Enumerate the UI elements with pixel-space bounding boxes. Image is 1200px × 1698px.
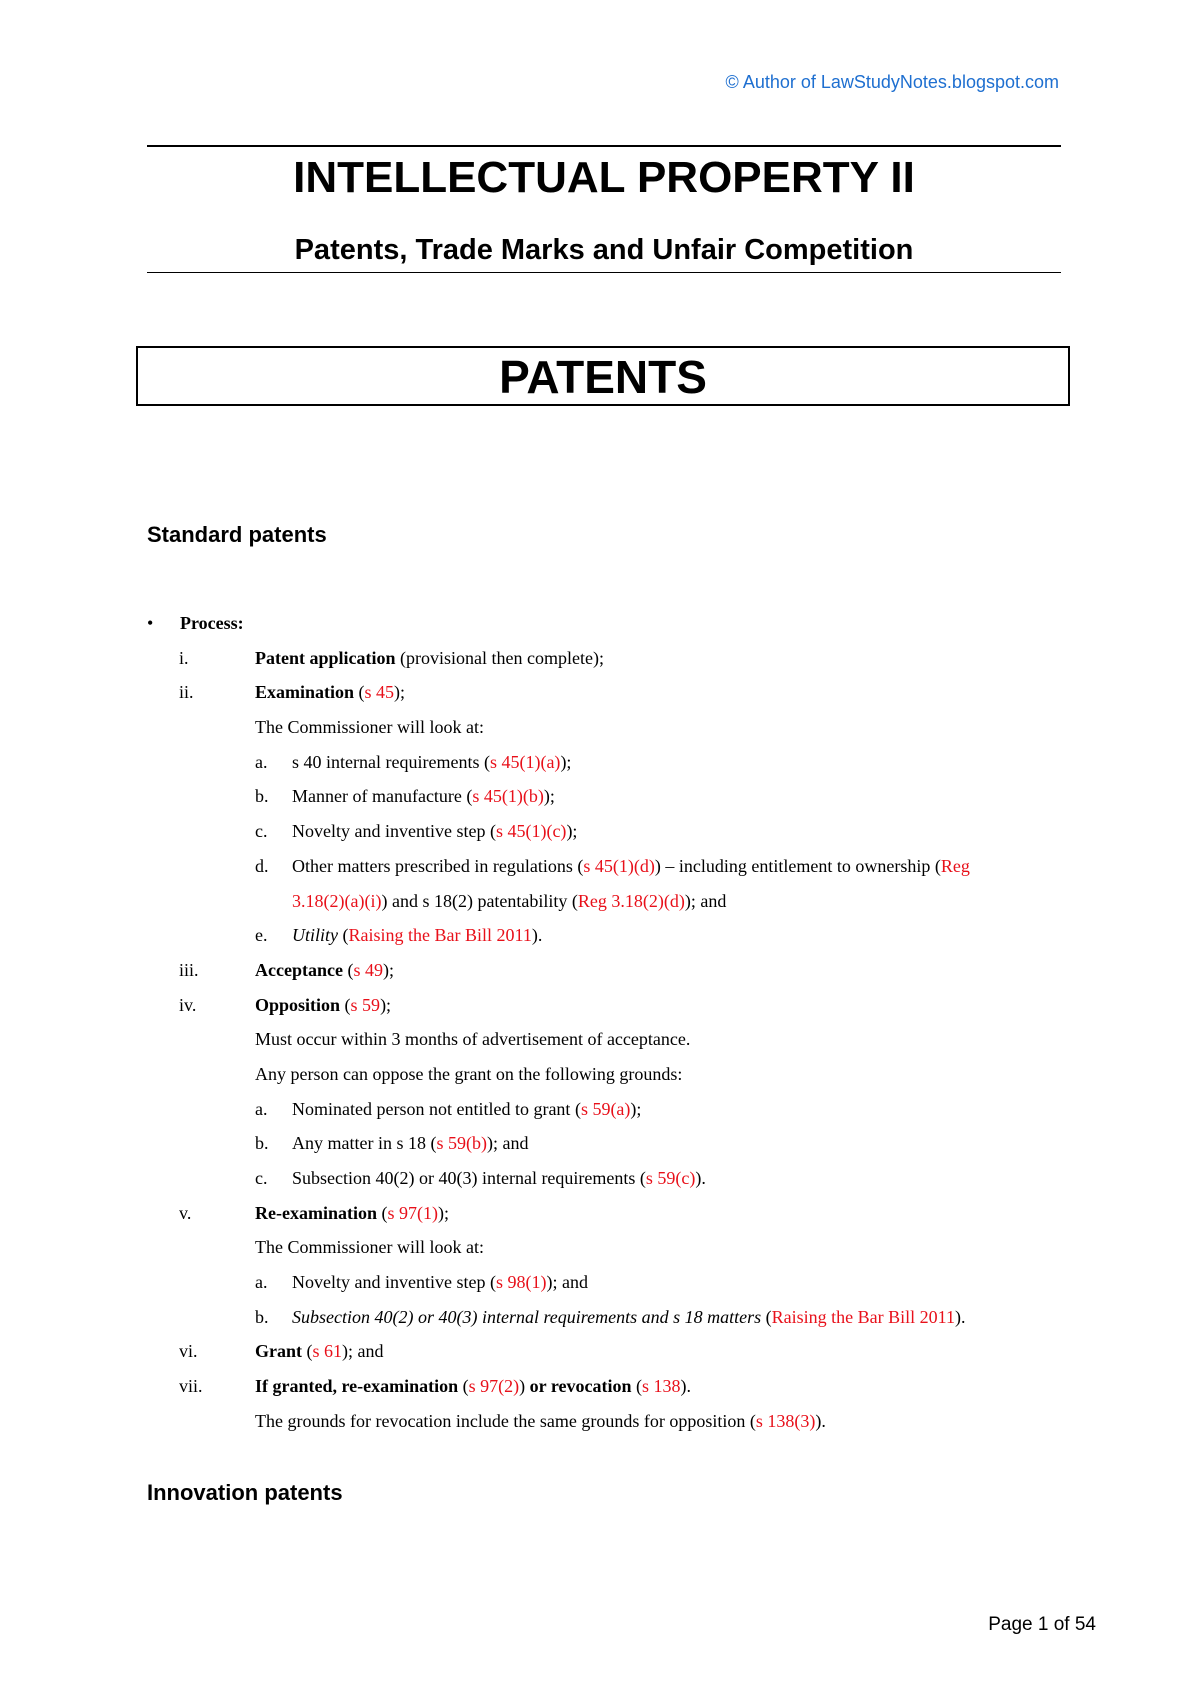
list-item: c. Subsection 40(2) or 40(3) internal requirements (s 59(c)). <box>255 1168 706 1188</box>
heading-innovation-patents: Innovation patents <box>147 1480 343 1505</box>
citation: s 138 <box>641 1376 681 1397</box>
watermark: © Author of LawStudyNotes.blogspot.com <box>725 72 1059 92</box>
citation: Raising the Bar Bill 2011 <box>348 925 532 946</box>
document-subtitle: Patents, Trade Marks and Unfair Competition <box>294 234 914 266</box>
list-item: iv. Opposition (s 59); <box>179 994 392 1015</box>
list-item: The grounds for revocation include the same grounds for opposition (s 138(3)). <box>255 1410 826 1431</box>
list-item: d. Other matters prescribed in regulations (s 45(1)(d)) – including entitlement to ownership (Reg <box>255 855 970 876</box>
list-item: i. Patent application (provisional then complete); <box>179 647 604 668</box>
citation: s 45(1)(b) <box>472 786 544 807</box>
list-item: vi. Grant (s 61); and <box>179 1341 384 1362</box>
citation: s 97(2) <box>468 1376 520 1397</box>
list-item: iii. Acceptance (s 49); <box>179 959 394 980</box>
citation: Reg 3.18(2)(d) <box>577 890 685 911</box>
citation: Raising the Bar Bill 2011 <box>771 1306 955 1327</box>
list-item <box>147 606 1061 641</box>
process-list <box>147 606 1061 1439</box>
citation: s 59(b) <box>436 1133 487 1154</box>
list-item: a. s 40 internal requirements (s 45(1)(a)); <box>255 751 572 772</box>
citation: s 97(1) <box>387 1202 438 1223</box>
citation: s 61 <box>312 1341 343 1362</box>
list-item: vii. If granted, re-examination (s 97(2)) or revocation (s 138). <box>179 1376 691 1397</box>
citation: 3.18(2)(a)(i) <box>292 890 382 911</box>
list-item: b. Any matter in s 18 (s 59(b)); and <box>255 1133 529 1154</box>
list-item: Must occur within 3 months of advertisement of acceptance. <box>255 1029 691 1050</box>
list-item: 3.18(2)(a)(i)) and s 18(2) patentability (Reg 3.18(2)(d)); and <box>292 890 727 911</box>
list-item: b. Manner of manufacture (s 45(1)(b)); <box>255 786 555 807</box>
list-item: a. Nominated person not entitled to grant (s 59(a)); <box>255 1098 642 1119</box>
list-item: b. Subsection 40(2) or 40(3) internal requirements and s 18 matters (Raising the Bar Bill 2011). <box>255 1306 966 1327</box>
citation: s 45(1)(a) <box>489 751 561 772</box>
bullet-icon: • <box>147 613 154 633</box>
list-item: c. Novelty and inventive step (s 45(1)(c)); <box>255 821 578 842</box>
list-item: Any person can oppose the grant on the following grounds: <box>255 1063 683 1084</box>
process-label: Process: <box>180 613 244 633</box>
list-item: v. Re-examination (s 97(1)); <box>179 1202 449 1223</box>
citation: s 59 <box>350 994 381 1015</box>
heading-standard-patents: Standard patents <box>147 522 327 547</box>
title-bottom-rule <box>147 272 1061 273</box>
list-item: e. Utility (Raising the Bar Bill 2011). <box>255 925 543 946</box>
citation: s 45 <box>364 682 395 703</box>
document-title: INTELLECTUAL PROPERTY II <box>293 153 915 202</box>
citation: s 98(1) <box>495 1272 547 1293</box>
list-item: ii. Examination (s 45); <box>179 682 406 703</box>
citation: s 59(c) <box>645 1168 696 1188</box>
citation: s 59(a) <box>580 1098 631 1119</box>
list-item: The Commissioner will look at: <box>255 717 484 738</box>
citation: s 138(3) <box>755 1410 816 1431</box>
citation: s 49 <box>353 959 383 980</box>
page-number: Page 1 of 54 <box>988 1614 1096 1635</box>
citation: s 45(1)(d) <box>583 855 655 876</box>
citation: s 45(1)(c) <box>495 821 567 842</box>
citation: Reg <box>940 855 970 876</box>
section-box-patents: PATENTS <box>136 346 1070 406</box>
list-item: The Commissioner will look at: <box>255 1237 484 1258</box>
list-item: a. Novelty and inventive step (s 98(1)); and <box>255 1272 588 1293</box>
title-top-rule <box>147 145 1061 147</box>
